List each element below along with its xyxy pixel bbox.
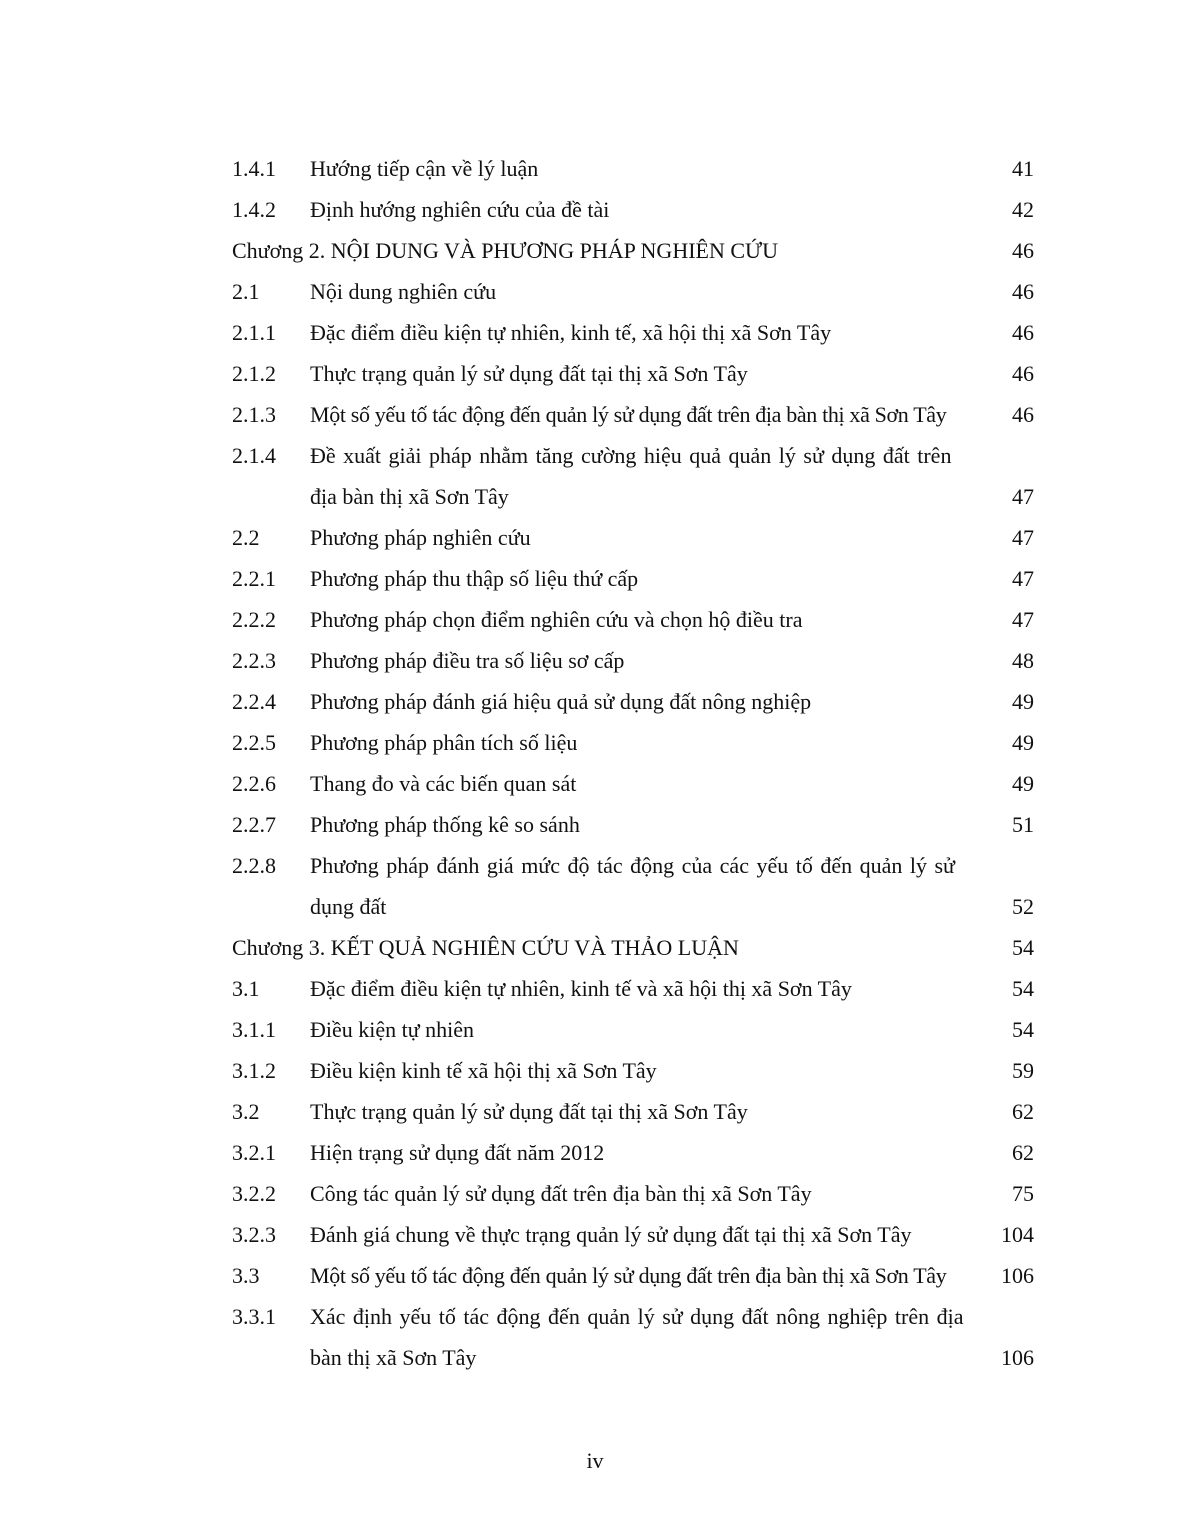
toc-entry-row <box>232 189 1034 230</box>
toc-entry-row <box>232 435 1034 476</box>
toc-entry-row <box>232 722 1034 763</box>
toc-chapter-title: Chương 2. NỘI DUNG VÀ PHƯƠNG PHÁP NGHIÊN CỨU <box>232 238 778 263</box>
toc-section-number: 3.3.1 <box>232 1304 276 1329</box>
toc-page-number: 47 <box>1012 525 1034 550</box>
toc-section-number: 2.1.4 <box>232 443 276 468</box>
toc-section-title: Một số yếu tố tác động đến quản lý sử dụng đất trên địa bàn thị xã Sơn Tây <box>310 402 947 427</box>
toc-entry-row <box>232 1173 1034 1214</box>
toc-page-number: 48 <box>1012 648 1034 673</box>
toc-section-number: 3.1.1 <box>232 1017 276 1042</box>
toc-entry-row <box>232 517 1034 558</box>
toc-section-number: 2.2.2 <box>232 607 276 632</box>
toc-page-number: 46 <box>1012 361 1034 386</box>
toc-page-number: 75 <box>1012 1181 1034 1206</box>
toc-page-number: 49 <box>1012 689 1034 714</box>
toc-entry-row <box>232 804 1034 845</box>
toc-page-number: 41 <box>1012 156 1034 181</box>
toc-page-number: 46 <box>1012 402 1034 427</box>
toc-page-number: 54 <box>1012 935 1034 960</box>
toc-entry-row <box>232 681 1034 722</box>
toc-continuation-row <box>232 476 1034 517</box>
toc-section-title: Đề xuất giải pháp nhằm tăng cường hiệu quả quản lý sử dụng đất trên <box>310 443 952 468</box>
toc-section-title: Phương pháp thu thập số liệu thứ cấp <box>310 566 639 591</box>
toc-section-title: Thực trạng quản lý sử dụng đất tại thị xã Sơn Tây <box>310 361 748 386</box>
toc-section-number: 2.2 <box>232 525 260 550</box>
toc-section-title: Phương pháp đánh giá hiệu quả sử dụng đất nông nghiệp <box>310 689 812 714</box>
toc-section-number: 3.2.1 <box>232 1140 276 1165</box>
toc-entry-row <box>232 353 1034 394</box>
toc-page-number: 62 <box>1012 1099 1034 1124</box>
toc-section-number: 1.4.1 <box>232 156 276 181</box>
toc-section-title: Điều kiện tự nhiên <box>310 1017 475 1042</box>
table-of-contents <box>232 148 1034 1378</box>
toc-section-title: Công tác quản lý sử dụng đất trên địa bàn thị xã Sơn Tây <box>310 1181 812 1206</box>
toc-page-number: 47 <box>1012 607 1034 632</box>
toc-section-number: 1.4.2 <box>232 197 276 222</box>
toc-page-number: 104 <box>1001 1222 1034 1247</box>
toc-entry-row <box>232 148 1034 189</box>
toc-entry-row <box>232 1296 1034 1337</box>
toc-section-title: bàn thị xã Sơn Tây <box>310 1345 477 1370</box>
toc-section-number: 3.3 <box>232 1263 260 1288</box>
toc-section-title: Phương pháp điều tra số liệu sơ cấp <box>310 648 625 673</box>
toc-section-number: 3.2.3 <box>232 1222 276 1247</box>
toc-entry-row <box>232 1255 1034 1296</box>
toc-page-number: 47 <box>1012 566 1034 591</box>
toc-page-number: 49 <box>1012 730 1034 755</box>
toc-section-number: 2.1.3 <box>232 402 276 427</box>
toc-section-title: Phương pháp phân tích số liệu <box>310 730 578 755</box>
toc-section-title: Hiện trạng sử dụng đất năm 2012 <box>310 1140 605 1165</box>
toc-entry-row <box>232 1009 1034 1050</box>
toc-section-title: Thang đo và các biến quan sát <box>310 771 577 796</box>
toc-section-title: Hướng tiếp cận về lý luận <box>310 156 539 181</box>
toc-section-title: dụng đất <box>310 894 387 919</box>
toc-page-number: 52 <box>1012 894 1034 919</box>
toc-section-number: 3.2 <box>232 1099 260 1124</box>
toc-section-title: Một số yếu tố tác động đến quản lý sử dụng đất trên địa bàn thị xã Sơn Tây <box>310 1263 947 1288</box>
toc-section-title: Phương pháp chọn điểm nghiên cứu và chọn hộ điều tra <box>310 607 803 632</box>
toc-entry-row <box>232 968 1034 1009</box>
toc-section-title: Xác định yếu tố tác động đến quản lý sử dụng đất nông nghiệp trên địa <box>310 1304 964 1329</box>
toc-chapter-title: Chương 3. KẾT QUẢ NGHIÊN CỨU VÀ THẢO LUẬN <box>232 935 739 960</box>
toc-entry-row <box>232 1050 1034 1091</box>
toc-section-number: 2.2.1 <box>232 566 276 591</box>
toc-page-number: 54 <box>1012 976 1034 1001</box>
toc-section-title: Phương pháp đánh giá mức độ tác động của các yếu tố đến quản lý sử <box>310 853 955 878</box>
toc-section-title: địa bàn thị xã Sơn Tây <box>310 484 509 509</box>
toc-section-title: Đánh giá chung về thực trạng quản lý sử dụng đất tại thị xã Sơn Tây <box>310 1222 912 1247</box>
toc-entry-row <box>232 1091 1034 1132</box>
toc-continuation-row <box>232 886 1034 927</box>
toc-section-number: 3.1 <box>232 976 260 1001</box>
toc-entry-row <box>232 394 1034 435</box>
toc-page-number: 59 <box>1012 1058 1034 1083</box>
toc-entry-row <box>232 1214 1034 1255</box>
toc-section-number: 2.2.6 <box>232 771 276 796</box>
page-number-footer: iv <box>586 1448 604 1473</box>
toc-section-title: Đặc điểm điều kiện tự nhiên, kinh tế và xã hội thị xã Sơn Tây <box>310 976 852 1001</box>
toc-entry-row <box>232 271 1034 312</box>
toc-page-number: 49 <box>1012 771 1034 796</box>
toc-continuation-row <box>232 1337 1034 1378</box>
toc-section-title: Thực trạng quản lý sử dụng đất tại thị xã Sơn Tây <box>310 1099 748 1124</box>
toc-entry-row <box>232 599 1034 640</box>
toc-section-title: Phương pháp thống kê so sánh <box>310 812 580 837</box>
toc-page-number: 46 <box>1012 320 1034 345</box>
toc-entry-row <box>232 558 1034 599</box>
toc-entry-row <box>232 312 1034 353</box>
toc-entry-row <box>232 763 1034 804</box>
toc-chapter-row <box>232 927 1034 968</box>
toc-section-title: Đặc điểm điều kiện tự nhiên, kinh tế, xã hội thị xã Sơn Tây <box>310 320 832 345</box>
toc-section-title: Điều kiện kinh tế xã hội thị xã Sơn Tây <box>310 1058 657 1083</box>
toc-section-number: 2.2.5 <box>232 730 276 755</box>
toc-page-number: 54 <box>1012 1017 1034 1042</box>
toc-section-number: 2.1 <box>232 279 260 304</box>
toc-section-number: 3.2.2 <box>232 1181 276 1206</box>
toc-page-number: 62 <box>1012 1140 1034 1165</box>
toc-entry-row <box>232 1132 1034 1173</box>
toc-page-number: 106 <box>1001 1263 1034 1288</box>
toc-section-number: 2.2.4 <box>232 689 276 714</box>
toc-section-title: Phương pháp nghiên cứu <box>310 525 531 550</box>
toc-section-number: 2.1.1 <box>232 320 276 345</box>
toc-page-number: 42 <box>1012 197 1034 222</box>
toc-chapter-row <box>232 230 1034 271</box>
toc-section-title: Định hướng nghiên cứu của đề tài <box>310 197 610 222</box>
toc-section-number: 2.2.8 <box>232 853 276 878</box>
toc-page-number: 46 <box>1012 279 1034 304</box>
toc-page-number: 51 <box>1012 812 1034 837</box>
toc-page-number: 47 <box>1012 484 1034 509</box>
toc-page-number: 106 <box>1001 1345 1034 1370</box>
toc-section-number: 2.2.7 <box>232 812 276 837</box>
toc-page-number: 46 <box>1012 238 1034 263</box>
toc-section-number: 2.1.2 <box>232 361 276 386</box>
toc-section-number: 2.2.3 <box>232 648 276 673</box>
toc-entry-row <box>232 845 1034 886</box>
toc-section-title: Nội dung nghiên cứu <box>310 279 497 304</box>
toc-entry-row <box>232 640 1034 681</box>
toc-section-number: 3.1.2 <box>232 1058 276 1083</box>
